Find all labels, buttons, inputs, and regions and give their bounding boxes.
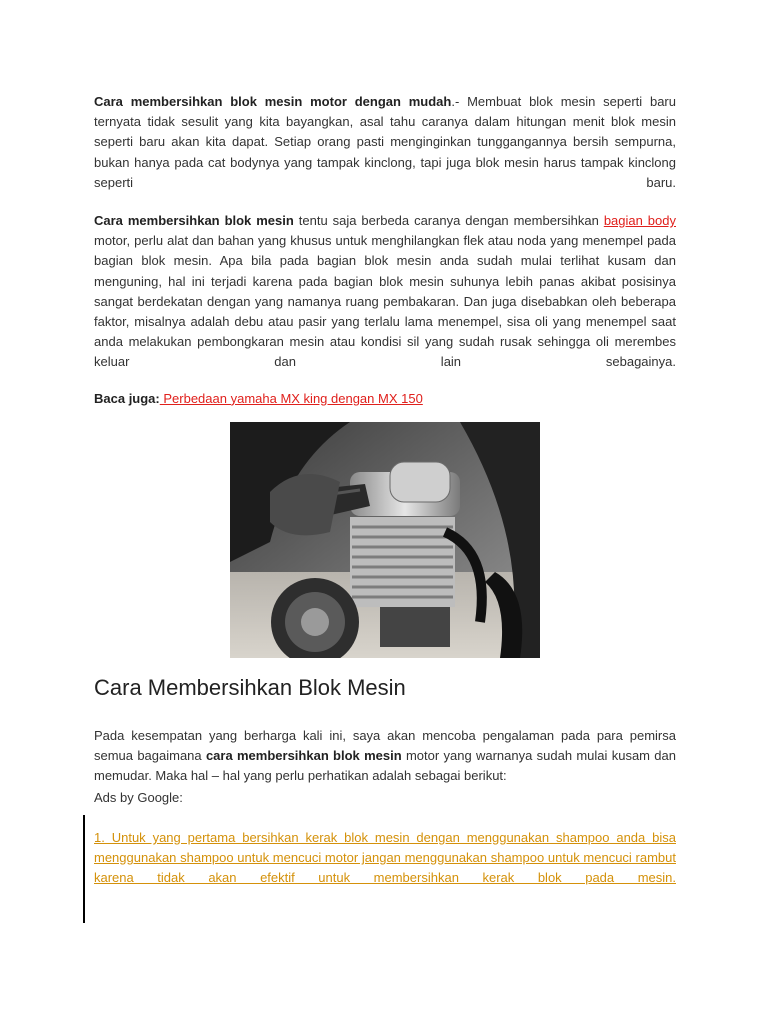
third-text-a: Pada kesempatan yang berharga kali ini, saya akan mencoba pengalaman pada para pemirsa semua bagaimana: [94, 728, 676, 764]
intro-paragraph: [94, 92, 676, 193]
article: [94, 92, 676, 886]
third-bold-term: cara membersihkan blok mesin: [205, 748, 402, 764]
engine-photo: [230, 422, 540, 658]
engine-illustration: [230, 422, 540, 658]
third-paragraph: [94, 726, 676, 787]
vertical-rule: [83, 815, 85, 923]
second-bold-term: Cara membersihkan blok mesin: [94, 213, 294, 229]
bagian-body-link[interactable]: bagian body: [603, 213, 676, 229]
intro-text: .- Membuat blok mesin seperti baru ternyata tidak sesulit yang kita bayangkan, asal tahu caranya dalam hitungan menit blok mesin seperti baru akan kita dapat. Setiap orang pasti menginginkan tunggangannya bersih sempurna, bukan hanya pada cat bodynya yang tampak kinclong, tapi juga blok mesin harus tampak kinclong seperti baru.: [94, 94, 676, 190]
third-text-b: motor yang warnanya sudah mulai kusam dan memudar. Maka hal – hal yang perlu perhatikan adalah sebagai berikut:: [94, 748, 676, 784]
second-text-a: tentu saja berbeda caranya dengan membersihkan: [293, 213, 604, 229]
baca-juga: [94, 389, 676, 409]
second-text-b: motor, perlu alat dan bahan yang khusus untuk menghilangkan flek atau noda yang menempel pada bagian blok mesin. Apa bila pada bagian blok mesin anda sudah mulai terlihat kusam dan menguning, hal ini terjadi karena pada bagian blok mesin suhunya lebih panas akibat posisinya sangat berdekatan dengan yang namanya ruang pembakaran. Dan juga disebabkan oleh beberapa faktor, misalnya adalah debu atau pasir yang terlalu lama menempel, sisa oli yang menempel saat anda melakukan pembongkaran mesin atau kondisi sil yang sudah rusak sehingga oli merembes keluar dan lain sebagainya.: [94, 233, 676, 370]
section-heading: Cara Membersihkan Blok Mesin: [94, 675, 406, 700]
second-paragraph: [94, 211, 676, 373]
baca-juga-link[interactable]: Perbedaan yamaha MX king dengan MX 150: [159, 390, 423, 406]
intro-bold-title: Cara membersihkan blok mesin motor dengan mudah: [94, 94, 452, 109]
step-one-link[interactable]: 1. Untuk yang pertama bersihkan kerak blok mesin dengan menggunakan shampoo anda bisa menggunakan shampoo untuk mencuci motor jangan menggunakan shampoo untuk mencuci rambut karena tidak akan efektif untuk membersihkan kerak blok pada mesin.: [94, 830, 676, 886]
baca-juga-label: Baca juga:: [94, 390, 160, 406]
ads-by-google-label: Ads by Google:: [94, 790, 183, 805]
